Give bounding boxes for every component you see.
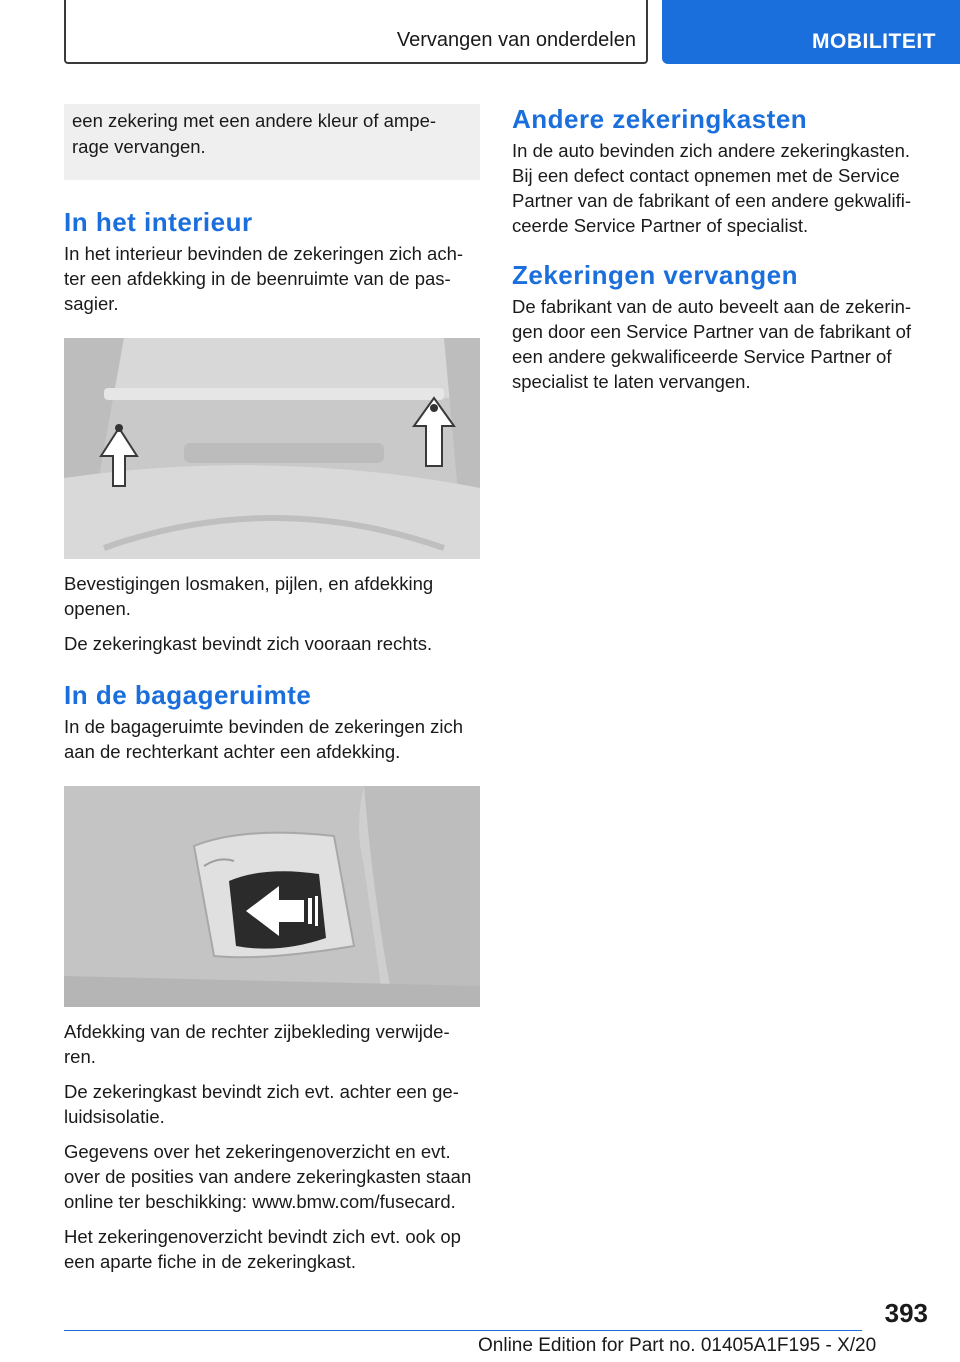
heading-luggage: In de bagageruimte xyxy=(64,680,312,710)
figure-footwell-cover xyxy=(64,338,480,559)
page-number: 393 xyxy=(884,1298,928,1328)
heading-other-fuse-boxes: Andere zekeringkasten xyxy=(512,104,808,134)
section-title: Vervangen van onderdelen xyxy=(396,29,636,51)
paragraph-other-fuse-boxes: In de auto bevinden zich andere zekeringkasten. Bij een defect contact opnemen met de Service Partner van de fabrikant of een andere gekwalifi-ceerde Service Partner of specialist. xyxy=(512,140,912,236)
paragraph-online-info: Gegevens over het zekeringenoverzicht en evt. over de posities van andere zekeringkasten staan online ter beschikking: www.bmw.com/fusecard. xyxy=(64,1141,472,1212)
paragraph-fiche: Het zekeringenoverzicht bevindt zich evt. ook op een aparte fiche in de zekeringkast. xyxy=(64,1226,461,1272)
figure-luggage-cover xyxy=(64,786,480,1007)
paragraph-location-insulation: De zekeringkast bevindt zich evt. achter een ge-luidsisolatie. xyxy=(64,1081,459,1127)
luggage-cover-illustration xyxy=(64,786,480,1007)
chapter-tab[interactable] xyxy=(662,0,960,64)
edition-text: Online Edition for Part no. 01405A1F195 - X/20 xyxy=(478,1335,877,1356)
paragraph-luggage: In de bagageruimte bevinden de zekeringen zich aan de rechterkant achter een afdekking. xyxy=(64,716,464,762)
heading-replace-fuses: Zekeringen vervangen xyxy=(512,260,798,290)
heading-interior: In het interieur xyxy=(64,207,253,237)
footwell-cover-illustration xyxy=(64,338,480,559)
paragraph-interior: In het interieur bevinden de zekeringen zich ach-ter een afdekking in de beenruimte van de pas-sagier. xyxy=(64,243,464,314)
notice-box xyxy=(64,104,480,180)
left-column xyxy=(64,104,480,1274)
caption-luggage: Afdekking van de rechter zijbekleding verwijde-ren. xyxy=(64,1021,450,1067)
paragraph-location-front: De zekeringkast bevindt zich vooraan rechts. xyxy=(64,633,433,654)
right-column xyxy=(512,104,928,394)
notice-text: een zekering met een andere kleur of ampe-rage vervangen. xyxy=(72,110,437,157)
chapter-tab-label: MOBILITEIT xyxy=(812,30,936,53)
footer-divider xyxy=(64,1330,862,1331)
paragraph-replace-fuses: De fabrikant van de auto beveelt aan de zekerin-gen door een Service Partner van de fabrikant of een andere gekwalificeerde Service Partner of specialist te laten vervangen. xyxy=(512,296,912,392)
caption-footwell: Bevestigingen losmaken, pijlen, en afdekking openen. xyxy=(64,573,434,619)
